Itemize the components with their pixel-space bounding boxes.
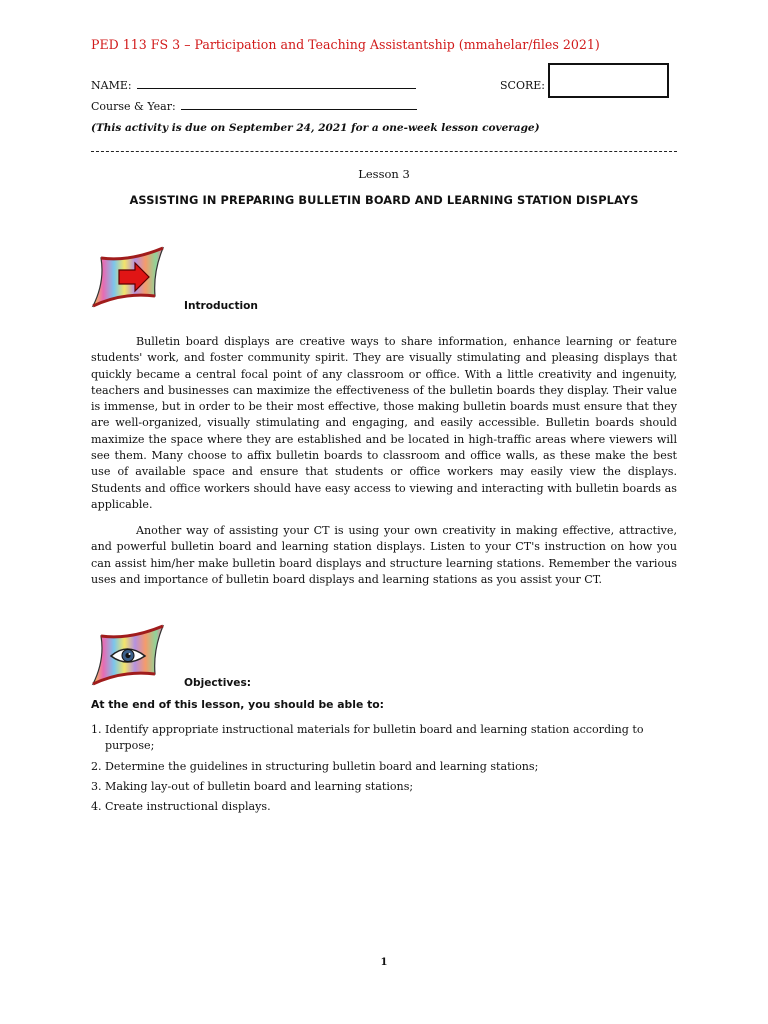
introduction-heading: Introduction [184, 300, 258, 312]
item-number: 3. [91, 780, 102, 793]
list-item [91, 779, 677, 795]
objectives-heading: Objectives: [184, 677, 252, 689]
divider [91, 151, 677, 152]
page-number: 1 [380, 957, 388, 968]
item-text: Making lay-out of bulletin board and learning stations; [105, 780, 414, 793]
intro-paragraph-1: Bulletin board displays are creative ways to share information, enhance learning or feature students' work, and foster community spirit. They are visually stimulating and pleasing displays that quickly became a central focal point of any classroom or office. With a little creativity and ingenuity, teachers and businesses can maximize the effectiveness of the bulletin boards they display. Their value is immense, but in order to be their most effective, those making bulletin boards must ensure that they are well-organized, visually stimulating and engaging, and easily accessible. Bulletin boards should maximize the space where they are established and be located in high-traffic areas where viewers will see them. Many choose to affix bulletin boards to classroom and office walls, as these make the best use of available space and ensure that students or office workers may easily view the displays. Students and office workers should have easy access to viewing and interacting with bulletin boards as applicable. [91, 335, 677, 511]
name-field[interactable] [91, 79, 416, 92]
score-box[interactable] [548, 63, 669, 98]
list-item [91, 759, 677, 775]
course-year-label: Course & Year: [91, 100, 176, 113]
course-year-field[interactable] [91, 100, 417, 113]
item-text: Determine the guidelines in structuring bulletin board and learning stations; [105, 760, 539, 773]
name-underline[interactable] [137, 79, 416, 89]
objectives-intro: At the end of this lesson, you should be able to: [91, 698, 384, 711]
list-item [91, 799, 677, 815]
item-text: Identify appropriate instructional materials for bulletin board and learning station according to purpose; [105, 723, 644, 752]
item-number: 2. [91, 760, 102, 773]
name-label: NAME: [91, 79, 132, 92]
lesson-number: Lesson 3 [358, 167, 410, 181]
objectives-list [91, 722, 677, 820]
course-year-underline[interactable] [181, 100, 417, 110]
item-number: 4. [91, 800, 102, 813]
item-number: 1. [91, 723, 102, 736]
lesson-title: ASSISTING IN PREPARING BULLETIN BOARD AND LEARNING STATION DISPLAYS [129, 193, 639, 207]
course-header: PED 113 FS 3 – Participation and Teaching Assistantship (mmahelar/files 2021) [91, 37, 600, 52]
intro-paragraph-2: Another way of assisting your CT is using your own creativity in making effective, attractive, and powerful bulletin board and learning station displays. Listen to your CT's instruction on how you can assist him/her make bulletin board displays and structure learning stations. Remember the various uses and importance of bulletin board displays and learning stations as you assist your CT. [91, 524, 677, 586]
item-text: Create instructional displays. [105, 800, 271, 813]
list-item [91, 722, 677, 754]
arrow-banner-icon [89, 242, 175, 310]
eye-banner-icon [89, 620, 175, 688]
due-date-note: (This activity is due on September 24, 2021 for a one-week lesson coverage) [91, 122, 540, 134]
score-label: SCORE: [500, 79, 545, 92]
